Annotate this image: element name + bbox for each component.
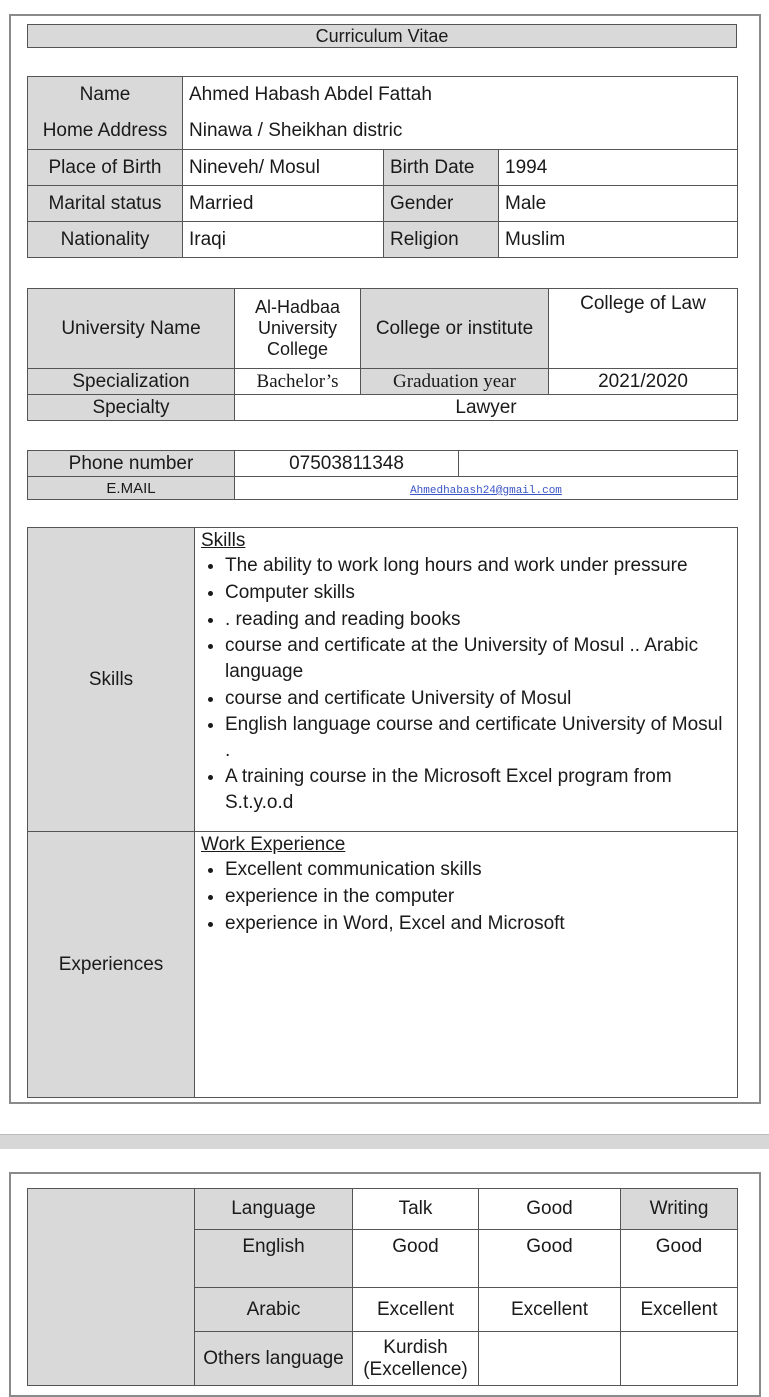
skills-heading: Skills: [201, 530, 246, 551]
education-table: [27, 288, 738, 421]
birthplace-label: Place of Birth: [28, 150, 183, 186]
skill-item: • Computer skills: [225, 579, 731, 606]
experience-item: • experience in Word, Excel and Microsoft: [225, 910, 731, 937]
nationality-label: Nationality: [28, 222, 183, 258]
skill-item: • A training course in the Microsoft Excel program from S.t.y.o.d: [225, 764, 731, 816]
college-value: College of Law: [549, 289, 738, 369]
address-value: Ninawa / Sheikhan distric: [183, 113, 738, 150]
lang-header-language: Language: [195, 1189, 353, 1230]
birthdate-value: 1994: [499, 150, 738, 186]
email-link[interactable]: Ahmedhabash24@gmail.com: [410, 485, 562, 497]
lang-writing: Good: [621, 1230, 738, 1288]
experience-heading: Work Experience: [201, 834, 346, 855]
phone-value: 07503811348: [235, 451, 459, 477]
skill-item: • English language course and certificate University of Mosul .: [225, 712, 731, 764]
birthdate-label: Birth Date: [384, 150, 499, 186]
graduation-label: Graduation year: [361, 369, 549, 395]
skill-item: • The ability to work long hours and work under pressure: [225, 552, 731, 579]
lang-name: Arabic: [195, 1288, 353, 1332]
lang-name: English: [195, 1230, 353, 1288]
birthplace-value: Nineveh/ Mosul: [183, 150, 384, 186]
cv-title: Curriculum Vitae: [27, 24, 737, 48]
lang-header-good: Good: [479, 1189, 621, 1230]
marital-value: Married: [183, 186, 384, 222]
lang-talk: Kurdish (Excellence): [353, 1332, 479, 1386]
marital-label: Marital status: [28, 186, 183, 222]
phone-extra-cell: [459, 451, 738, 477]
skill-item: • course and certificate at the University of Mosul .. Arabic language: [225, 633, 731, 685]
address-label: Home Address: [28, 113, 183, 150]
specialization-value: Bachelor’s: [235, 369, 361, 395]
lang-name: Others language: [195, 1332, 353, 1386]
lang-good: Good: [479, 1230, 621, 1288]
graduation-value: 2021/2020: [549, 369, 738, 395]
contact-table: [27, 450, 738, 500]
skill-item: • . reading and reading books: [225, 606, 731, 633]
cv-page-2: [9, 1172, 761, 1397]
skills-experience-table: [27, 527, 738, 1098]
name-label: Name: [28, 77, 183, 113]
university-label: University Name: [28, 289, 235, 369]
lang-header-writing: Writing: [621, 1189, 738, 1230]
languages-table: [27, 1188, 738, 1386]
phone-label: Phone number: [28, 451, 235, 477]
lang-talk: Good: [353, 1230, 479, 1288]
specialty-label: Specialty: [28, 395, 235, 421]
lang-header-talk: Talk: [353, 1189, 479, 1230]
gender-value: Male: [499, 186, 738, 222]
experience-list: [201, 856, 731, 937]
lang-writing: Excellent: [621, 1288, 738, 1332]
college-label: College or institute: [361, 289, 549, 369]
cv-page-1: [9, 14, 761, 1104]
university-value: Al-Hadbaa University College: [235, 289, 361, 369]
experience-cell: [195, 832, 738, 1098]
experience-item: • experience in the computer: [225, 883, 731, 910]
specialization-label: Specialization: [28, 369, 235, 395]
religion-label: Religion: [384, 222, 499, 258]
lang-good: [479, 1332, 621, 1386]
email-label: E.MAIL: [28, 477, 235, 500]
skill-item: • course and certificate University of Mosul: [225, 685, 731, 712]
nationality-value: Iraqi: [183, 222, 384, 258]
name-value: Ahmed Habash Abdel Fattah: [183, 77, 738, 113]
skills-list: [201, 552, 731, 816]
specialty-value: Lawyer: [235, 395, 738, 421]
skills-cell: [195, 528, 738, 832]
page-gap: [0, 1135, 769, 1149]
experience-item: • Excellent communication skills: [225, 856, 731, 883]
religion-value: Muslim: [499, 222, 738, 258]
experiences-label: Experiences: [28, 832, 195, 1098]
lang-talk: Excellent: [353, 1288, 479, 1332]
languages-side-cell: [28, 1189, 195, 1386]
personal-info-table: [27, 76, 738, 258]
lang-good: Excellent: [479, 1288, 621, 1332]
gender-label: Gender: [384, 186, 499, 222]
lang-writing: [621, 1332, 738, 1386]
skills-label: Skills: [28, 528, 195, 832]
